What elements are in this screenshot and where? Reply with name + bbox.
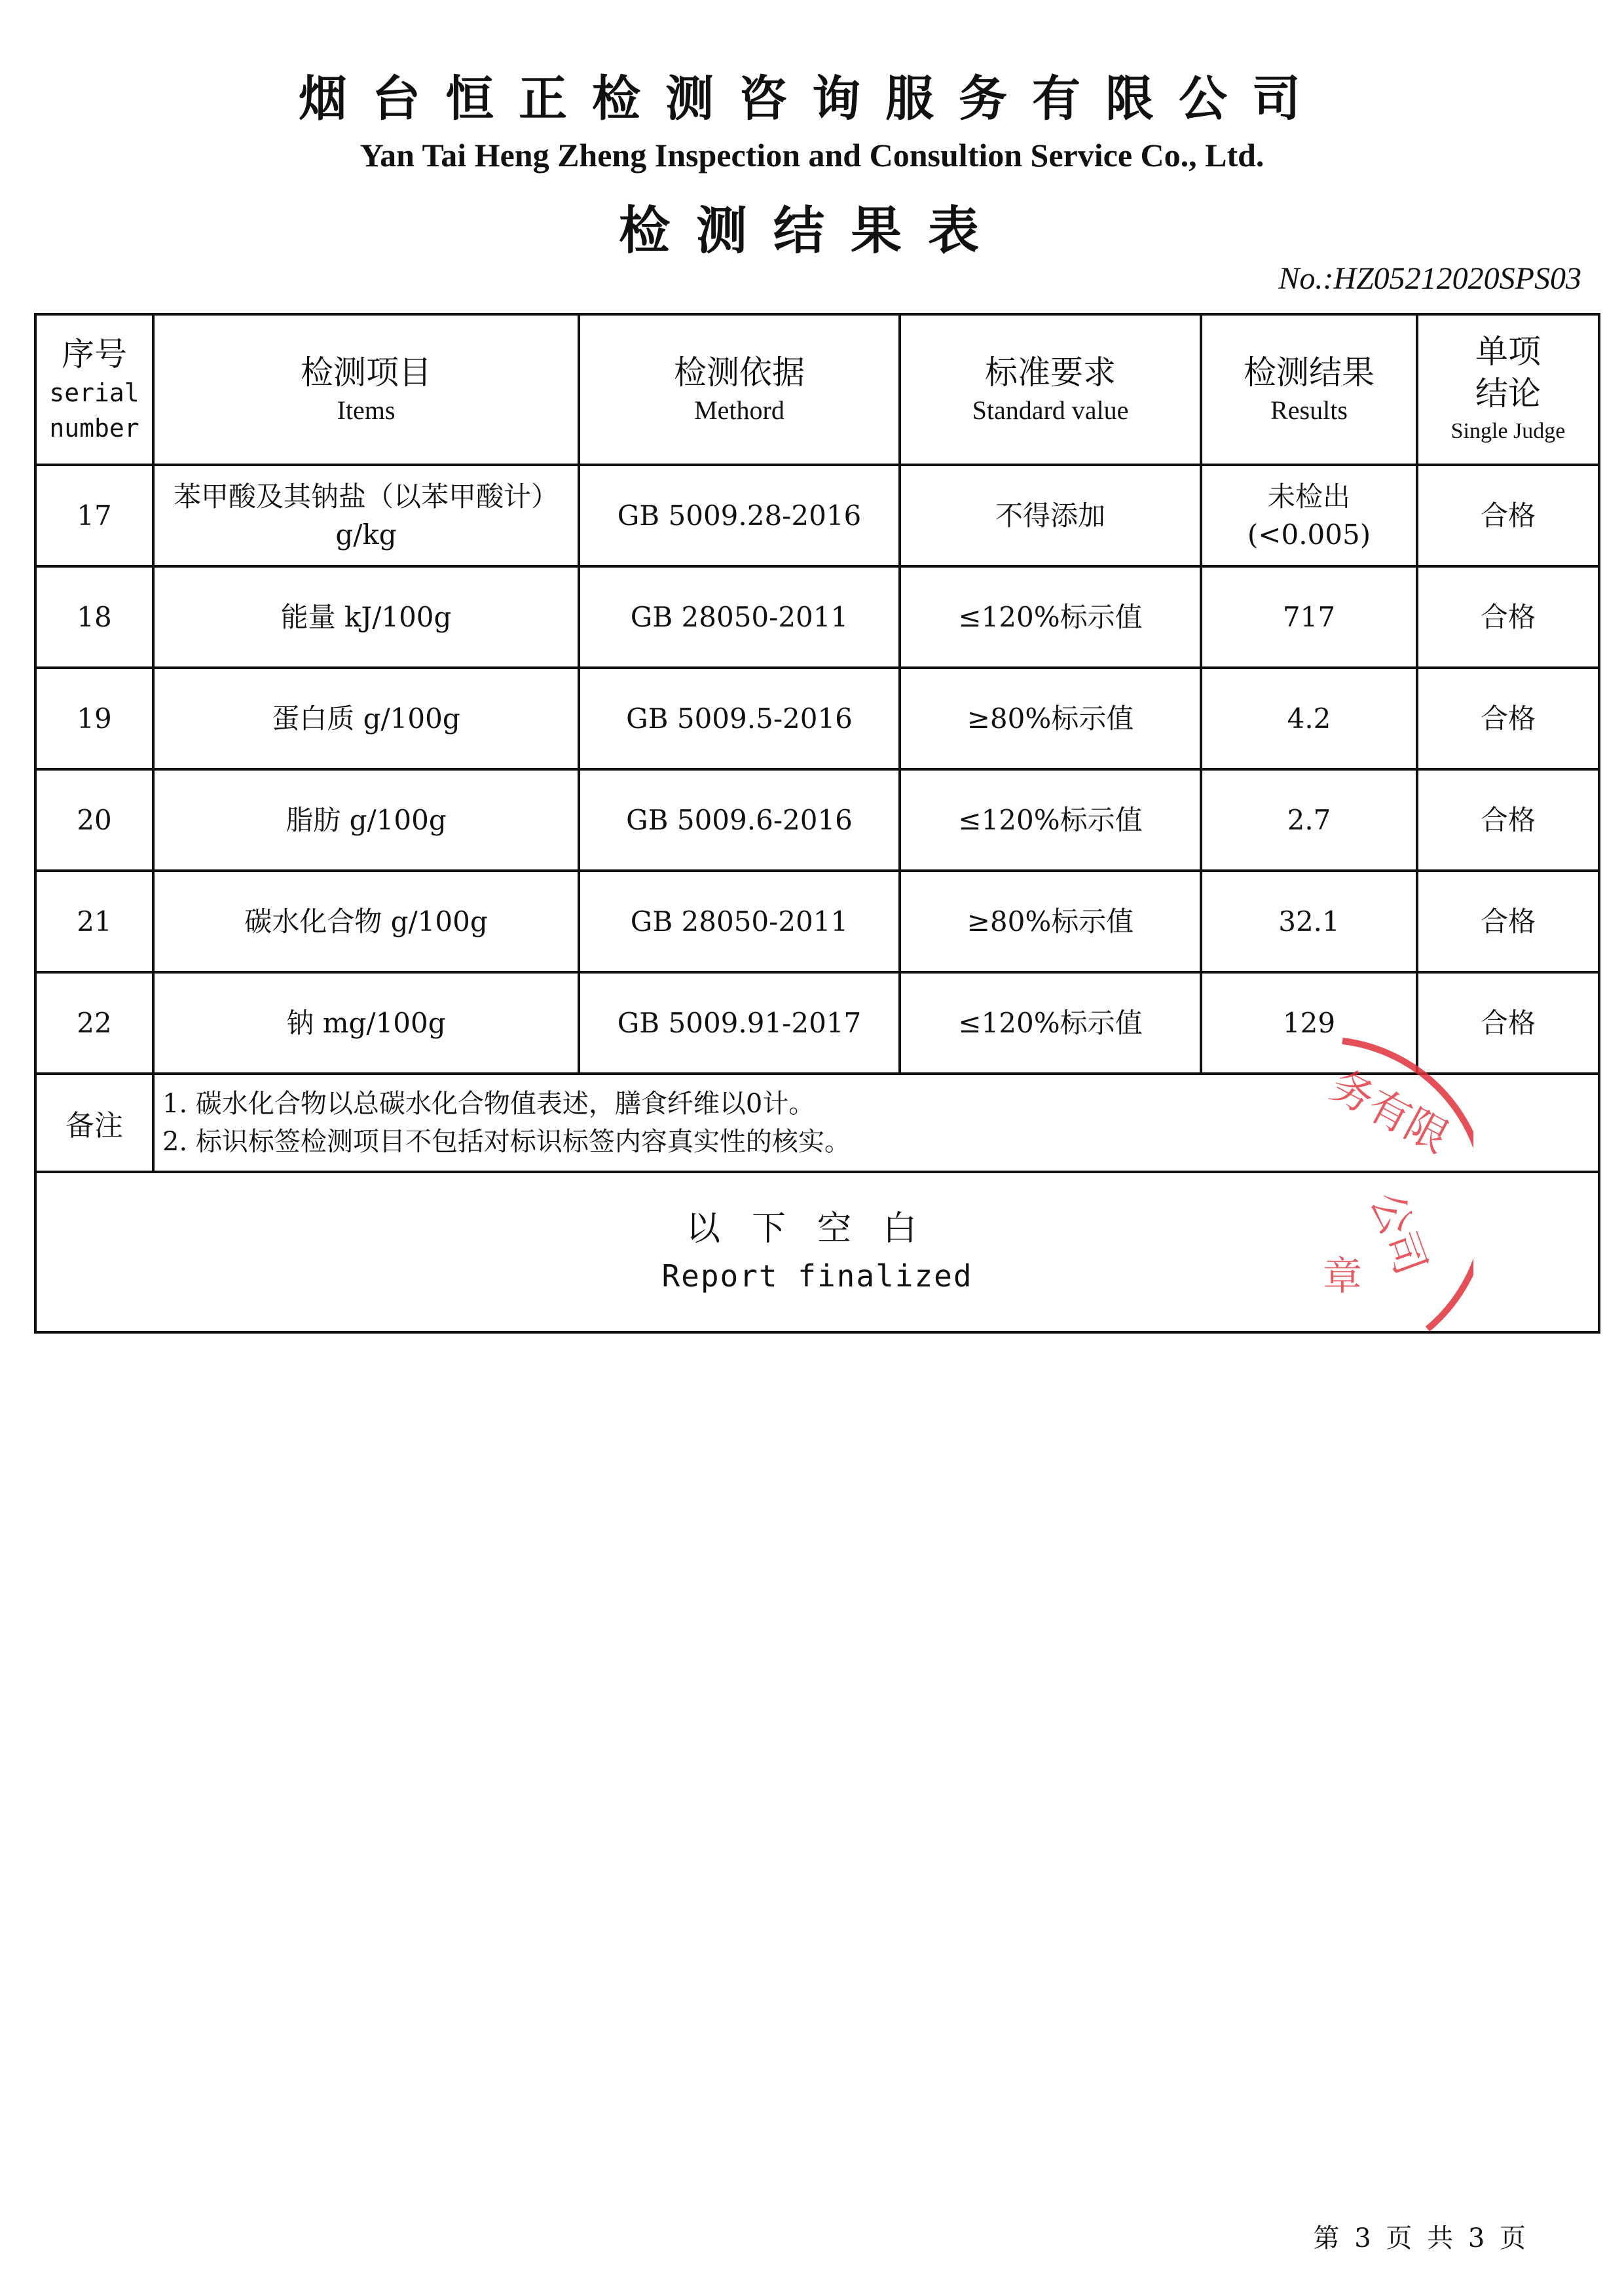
result-cell: 32.1: [1201, 871, 1417, 972]
result-cell: 4.2: [1201, 668, 1417, 769]
serial-cell: 21: [35, 871, 153, 972]
svg-text:公司: 公司: [1361, 1186, 1435, 1281]
serial-cell: 19: [35, 668, 153, 769]
header-items: 检测项目 Items: [153, 314, 579, 465]
result-cell: 2.7: [1201, 769, 1417, 871]
header-standard: 标准要求 Standard value: [900, 314, 1201, 465]
result-detail: (<0.005): [1247, 518, 1371, 551]
table-row: [35, 769, 1599, 871]
standard-cell: 不得添加: [900, 465, 1201, 566]
standard-cell: ≥80%标示值: [900, 668, 1201, 769]
standard-cell: ≤120%标示值: [900, 972, 1201, 1074]
serial-cell: 18: [35, 566, 153, 668]
table-header-row: [35, 314, 1599, 465]
method-cell: GB 28050-2011: [579, 566, 900, 668]
standard-cell: ≤120%标示值: [900, 769, 1201, 871]
judge-cell: 合格: [1417, 566, 1599, 668]
document-title: 检测结果表: [618, 201, 1005, 261]
company-seal: [1303, 1015, 1473, 1355]
serial-cell: 20: [35, 769, 153, 871]
company-name-cn: 烟台恒正检测咨询服务有限公司: [299, 71, 1325, 127]
table-row: [35, 668, 1599, 769]
final-text-en: Report finalized: [661, 1258, 973, 1294]
page-number: 第 3 页 共 3 页: [1313, 2223, 1526, 2253]
method-cell: GB 5009.28-2016: [579, 465, 900, 566]
standard-cell: ≥80%标示值: [900, 871, 1201, 972]
item-cell: 脂肪 g/100g: [153, 769, 579, 871]
judge-cell: 合格: [1417, 871, 1599, 972]
report-number: No.:HZ05212020SPS03: [1278, 261, 1581, 296]
result-line: 未检出: [1267, 480, 1350, 513]
item-cell: 钠 mg/100g: [153, 972, 579, 1074]
svg-text:务有限: 务有限: [1322, 1061, 1456, 1163]
final-text-cn: 以下空白: [686, 1209, 948, 1248]
item-cell: 碳水化合物 g/100g: [153, 871, 579, 972]
item-cell: 蛋白质 g/100g: [153, 668, 579, 769]
item-cell: [153, 465, 579, 566]
note-line: 1. 碳水化合物以总碳水化合物值表述，膳食纤维以0计。: [162, 1089, 815, 1119]
header-method: 检测依据 Methord: [579, 314, 900, 465]
note-line: 2. 标识标签检测项目不包括对标识标签内容真实性的核实。: [162, 1127, 851, 1157]
result-cell: [1201, 465, 1417, 566]
serial-cell: 22: [35, 972, 153, 1074]
method-cell: GB 5009.5-2016: [579, 668, 900, 769]
table-row: [35, 871, 1599, 972]
method-cell: GB 28050-2011: [579, 871, 900, 972]
result-cell: 717: [1201, 566, 1417, 668]
company-name-en: Yan Tai Heng Zheng Inspection and Consultion Service Co., Ltd.: [360, 137, 1264, 173]
item-unit: g/kg: [335, 518, 397, 551]
result-cell: 129: [1201, 972, 1417, 1074]
notes-label: 备注: [35, 1074, 153, 1172]
standard-cell: ≤120%标示值: [900, 566, 1201, 668]
header-judge: 单项 结论 Single Judge: [1417, 314, 1599, 465]
method-cell: GB 5009.6-2016: [579, 769, 900, 871]
judge-cell: 合格: [1417, 769, 1599, 871]
item-cell: 能量 kJ/100g: [153, 566, 579, 668]
svg-text:章: 章: [1323, 1254, 1362, 1300]
judge-cell: 合格: [1417, 972, 1599, 1074]
method-cell: GB 5009.91-2017: [579, 972, 900, 1074]
table-row: [35, 566, 1599, 668]
item-line: 苯甲酸及其钠盐（以苯甲酸计）: [173, 480, 559, 513]
header-results: 检测结果 Results: [1201, 314, 1417, 465]
judge-cell: 合格: [1417, 465, 1599, 566]
judge-cell: 合格: [1417, 668, 1599, 769]
table-row: [35, 465, 1599, 566]
serial-cell: 17: [35, 465, 153, 566]
header-serial: 序号 serial number: [35, 314, 153, 465]
